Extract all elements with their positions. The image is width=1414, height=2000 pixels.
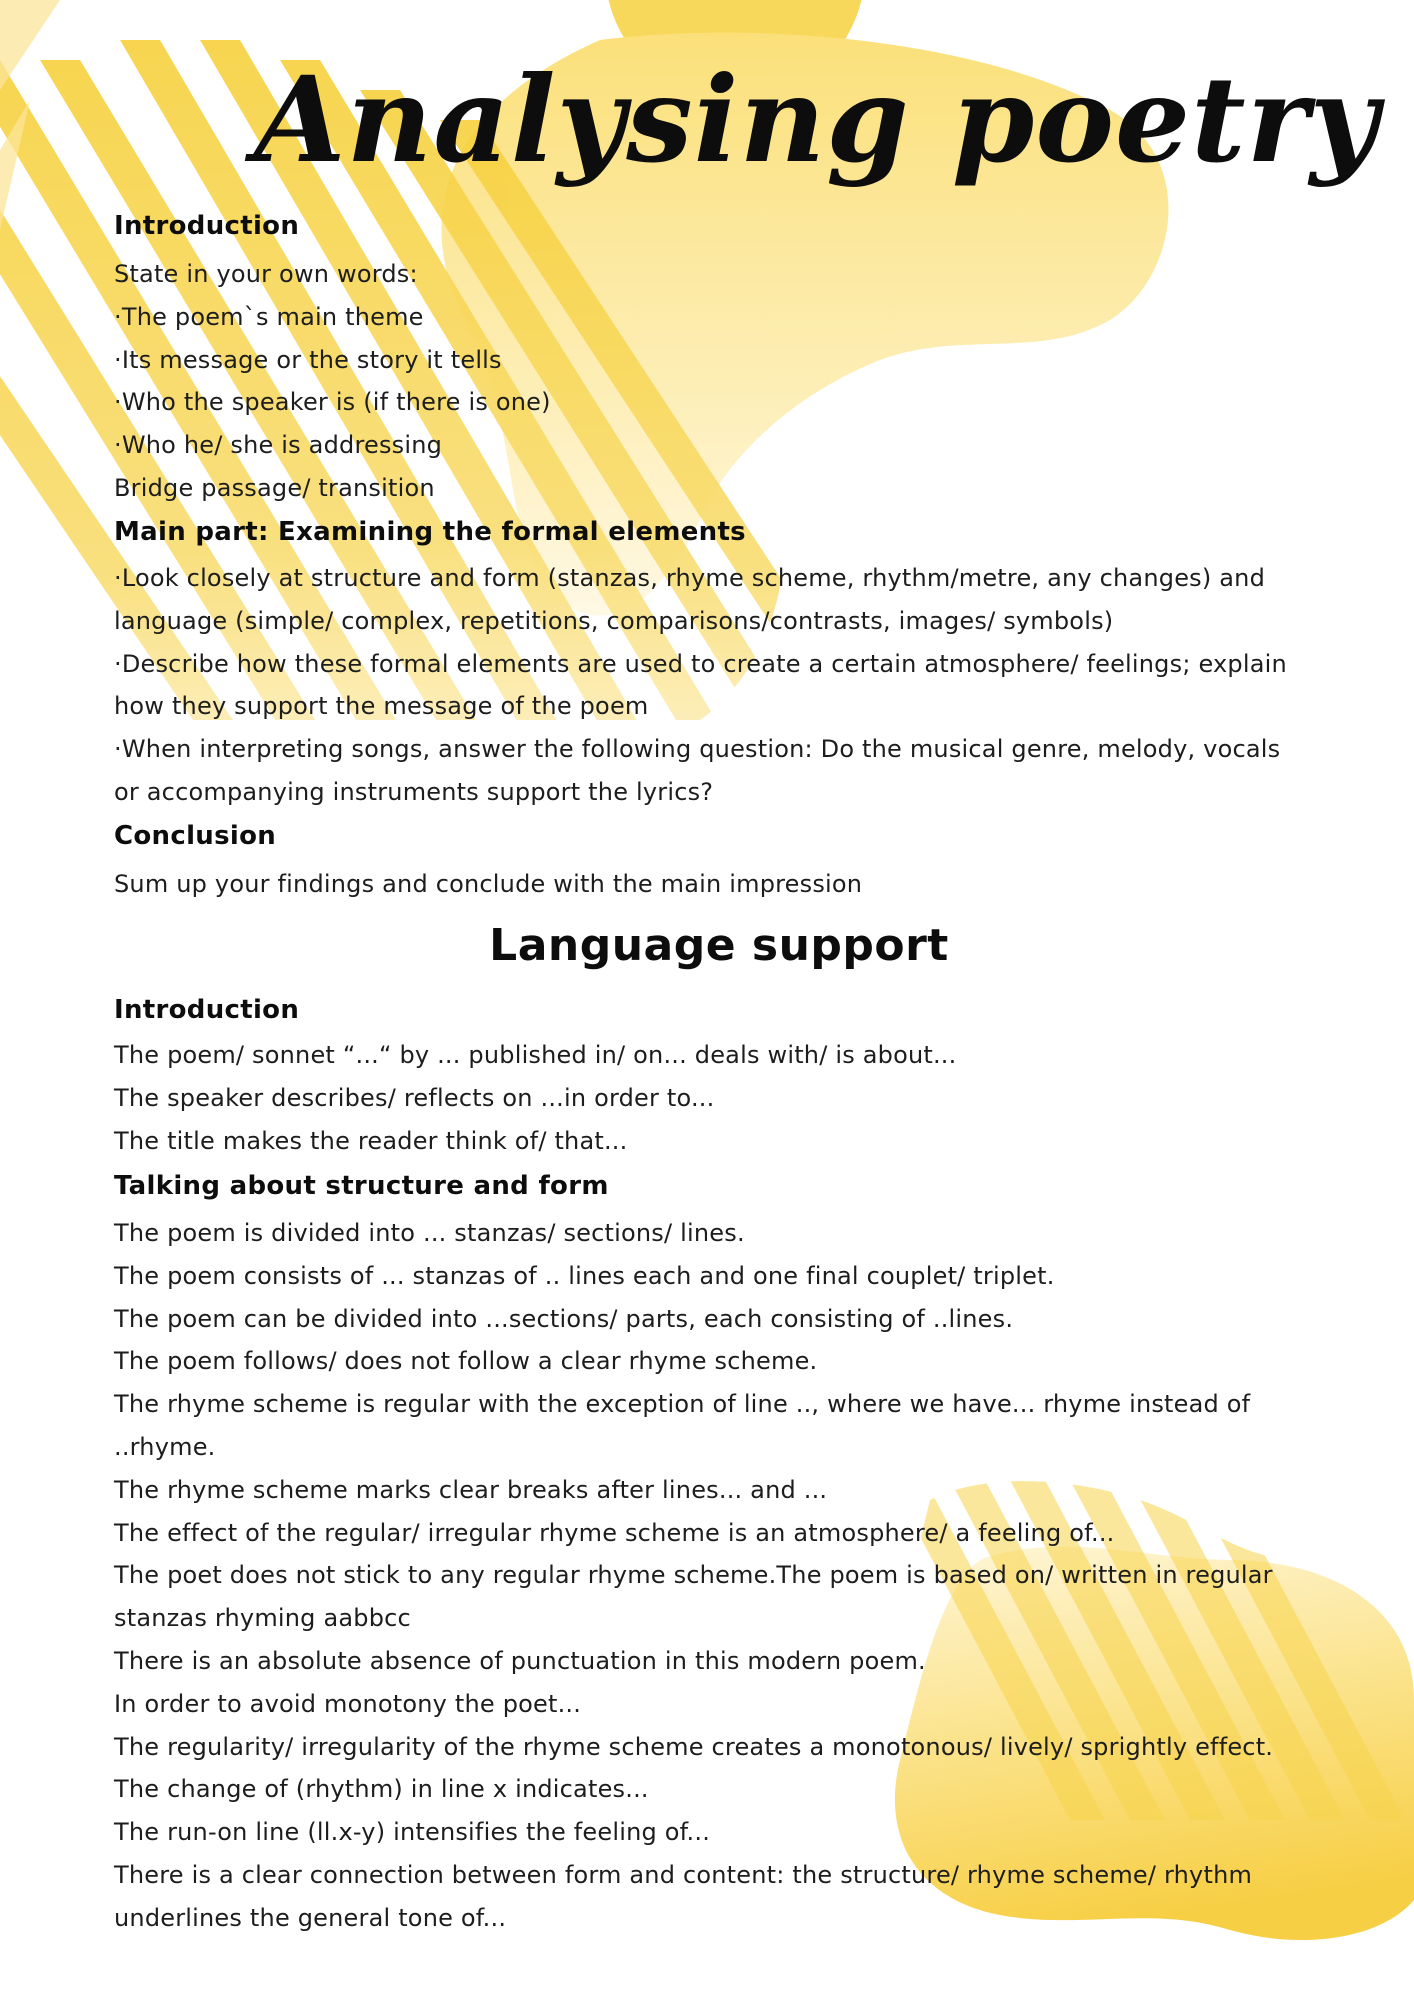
text-line: The poem is divided into ... stanzas/ sections/ lines. <box>114 1219 745 1247</box>
text-line: how they support the message of the poem <box>114 692 649 721</box>
text-line: The poem can be divided into ...sections/ parts, each consisting of ..lines. <box>114 1304 1014 1333</box>
text-line: The effect of the regular/ irregular rhyme scheme is an atmosphere/ a feeling of... <box>114 1518 1115 1547</box>
text-line: ·When interpreting songs, answer the following question: Do the musical genre, melody, vocals <box>114 735 1281 764</box>
text-line: ·Who the speaker is (if there is one) <box>114 388 551 417</box>
text-line: The rhyme scheme marks clear breaks after lines... and ... <box>114 1475 828 1504</box>
heading-conclusion: Conclusion <box>114 821 277 851</box>
text-line: State in your own words: <box>114 260 418 288</box>
text-line: The title makes the reader think of/ that... <box>114 1126 628 1155</box>
text-line: or accompanying instruments support the lyrics? <box>114 777 714 806</box>
introduction-text <box>114 253 1329 510</box>
main-part-text <box>114 557 1329 814</box>
text-line: The poem/ sonnet “...“ by ... published in/ on... deals with/ is about... <box>114 1041 957 1069</box>
text-line: language (simple/ complex, repetitions, comparisons/contrasts, images/ symbols) <box>114 606 1114 635</box>
text-line: The change of (rhythm) in line x indicates... <box>114 1775 649 1804</box>
text-line: In order to avoid monotony the poet... <box>114 1689 582 1718</box>
language-introduction-text <box>114 1034 1329 1162</box>
text-line: The run-on line (ll.x-y) intensifies the feeling of... <box>114 1818 711 1847</box>
heading-main-part: Main part: Examining the formal elements <box>114 517 746 547</box>
heading-structure-form: Talking about structure and form <box>114 1171 609 1201</box>
text-line: The speaker describes/ reflects on ...in order to... <box>114 1083 715 1112</box>
text-line: ·Look closely at structure and form (stanzas, rhyme scheme, rhythm/metre, any changes) and <box>114 564 1266 592</box>
text-line: ..rhyme. <box>114 1432 216 1461</box>
heading-introduction: Introduction <box>114 211 300 241</box>
text-line: The rhyme scheme is regular with the exception of line .., where we have... rhyme instead of <box>114 1390 1251 1419</box>
page-title: Analysing poetry <box>254 50 1380 189</box>
text-line: stanzas rhyming aabbcc <box>114 1604 411 1633</box>
heading-language-support: Language support <box>489 920 949 971</box>
text-line: The poem consists of ... stanzas of .. lines each and one final couplet/ triplet. <box>114 1261 1055 1290</box>
text-line: ·The poem`s main theme <box>114 302 424 331</box>
text-line: ·Who he/ she is addressing <box>114 431 443 460</box>
heading-introduction-2: Introduction <box>114 995 300 1025</box>
structure-form-text <box>114 1212 1329 1940</box>
text-line: The regularity/ irregularity of the rhyme scheme creates a monotonous/ lively/ sprightly effect. <box>114 1732 1274 1761</box>
text-line: ·Its message or the story it tells <box>114 345 502 374</box>
text-line: The poem follows/ does not follow a clear rhyme scheme. <box>114 1347 818 1376</box>
text-line: There is a clear connection between form and content: the structure/ rhyme scheme/ rhythm <box>114 1860 1253 1889</box>
text-line: There is an absolute absence of punctuation in this modern poem. <box>114 1646 926 1675</box>
text-line: Bridge passage/ transition <box>114 473 435 502</box>
conclusion-text <box>114 863 1329 906</box>
text-line: ·Describe how these formal elements are used to create a certain atmosphere/ feelings; explain <box>114 649 1287 678</box>
text-line: Sum up your findings and conclude with the main impression <box>114 870 863 898</box>
text-line: The poet does not stick to any regular rhyme scheme.The poem is based on/ written in regular <box>114 1561 1273 1590</box>
text-line: underlines the general tone of... <box>114 1903 507 1932</box>
